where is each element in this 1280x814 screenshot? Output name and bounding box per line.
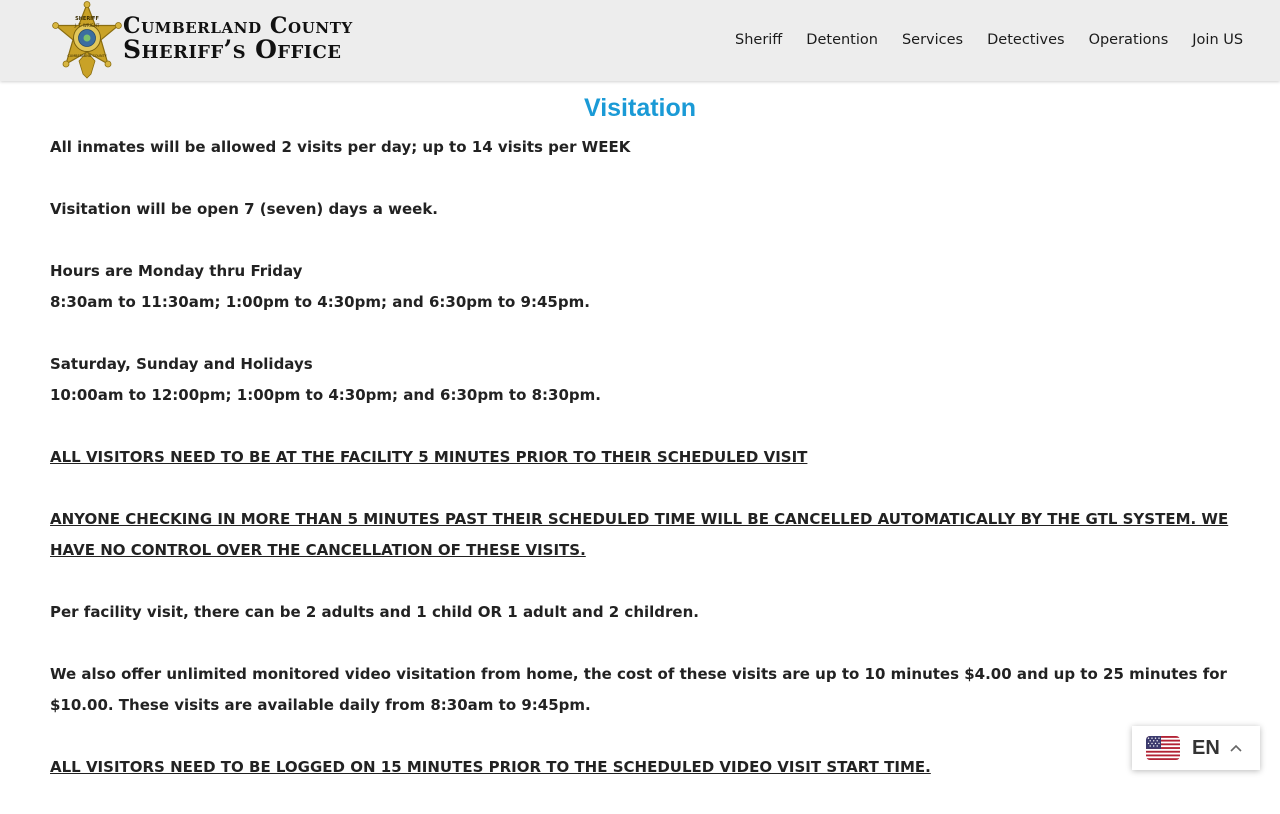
weekday-hours-paragraph — [50, 256, 1230, 318]
us-flag-icon — [1146, 736, 1180, 760]
site-logo[interactable] — [50, 0, 410, 81]
main-nav — [723, 30, 1255, 50]
weekend-hours-heading: Saturday, Sunday and Holidays — [50, 355, 313, 373]
visit-limits-text: All inmates will be allowed 2 visits per day; up to 14 visits per WEEK — [50, 138, 631, 156]
visit-limits-paragraph — [50, 132, 1230, 163]
video-login-notice-paragraph — [50, 752, 1230, 783]
site-logo-text — [123, 14, 353, 62]
language-code: EN — [1192, 736, 1220, 759]
weekend-hours-paragraph — [50, 349, 1230, 411]
visitor-limit-paragraph — [50, 597, 1230, 628]
weekend-hours-times: 10:00am to 12:00pm; 1:00pm to 4:30pm; and 6:30pm to 8:30pm. — [50, 386, 601, 404]
language-switcher[interactable] — [1132, 726, 1260, 770]
cancellation-notice-paragraph — [50, 504, 1230, 566]
chevron-up-icon — [1230, 744, 1242, 752]
weekday-hours-times: 8:30am to 11:30am; 1:00pm to 4:30pm; and 6:30pm to 9:45pm. — [50, 293, 590, 311]
cancellation-notice-text: ANYONE CHECKING IN MORE THAN 5 MINUTES PAST THEIR SCHEDULED TIME WILL BE CANCELLED AUTOMATICALLY BY THE GTL SYSTEM. WE HAVE NO CONTROL OVER THE CANCELLATION OF THESE VISITS. — [50, 510, 1229, 559]
visitation-days-paragraph — [50, 194, 1230, 225]
svg-text:CUMBERLAND COUNTY: CUMBERLAND COUNTY — [67, 54, 107, 58]
video-login-notice-text: ALL VISITORS NEED TO BE LOGGED ON 15 MINUTES PRIOR TO THE SCHEDULED VIDEO VISIT START TIME. — [50, 758, 931, 776]
visitation-content — [50, 132, 1230, 814]
visitation-days-text: Visitation will be open 7 (seven) days a week. — [50, 200, 438, 218]
visitor-limit-text: Per facility visit, there can be 2 adults and 1 child OR 1 adult and 2 children. — [50, 603, 699, 621]
logo-line-2: Sheriff’s Office — [123, 35, 342, 64]
arrival-notice-paragraph — [50, 442, 1230, 473]
video-visitation-paragraph — [50, 659, 1230, 721]
nav-item-join-us[interactable]: Join US — [1192, 32, 1244, 48]
arrival-notice-text: ALL VISITORS NEED TO BE AT THE FACILITY 5 MINUTES PRIOR TO THEIR SCHEDULED VISIT — [50, 448, 808, 466]
site-header — [0, 0, 1280, 81]
logo-line-1: Cumberland County — [123, 13, 353, 39]
svg-text:SHERIFF: SHERIFF — [75, 16, 99, 22]
svg-text:J. T. WRIGHT: J. T. WRIGHT — [74, 23, 100, 28]
weekday-hours-heading: Hours are Monday thru Friday — [50, 262, 303, 280]
nav-item-operations[interactable]: Operations — [1088, 32, 1169, 48]
page-title: Visitation — [583, 94, 697, 122]
nav-item-sheriff[interactable]: Sheriff — [735, 32, 783, 48]
video-visitation-text: We also offer unlimited monitored video visitation from home, the cost of these visits are up to 10 minutes $4.00 and up to 25 minutes for $10.00. These visits are available daily from 8:30am to 9:45pm. — [50, 665, 1227, 714]
nav-item-services[interactable]: Services — [901, 32, 964, 48]
nav-item-detention[interactable]: Detention — [806, 32, 878, 48]
sheriff-star-badge-icon — [50, 1, 124, 80]
nav-item-detectives[interactable]: Detectives — [987, 32, 1065, 48]
